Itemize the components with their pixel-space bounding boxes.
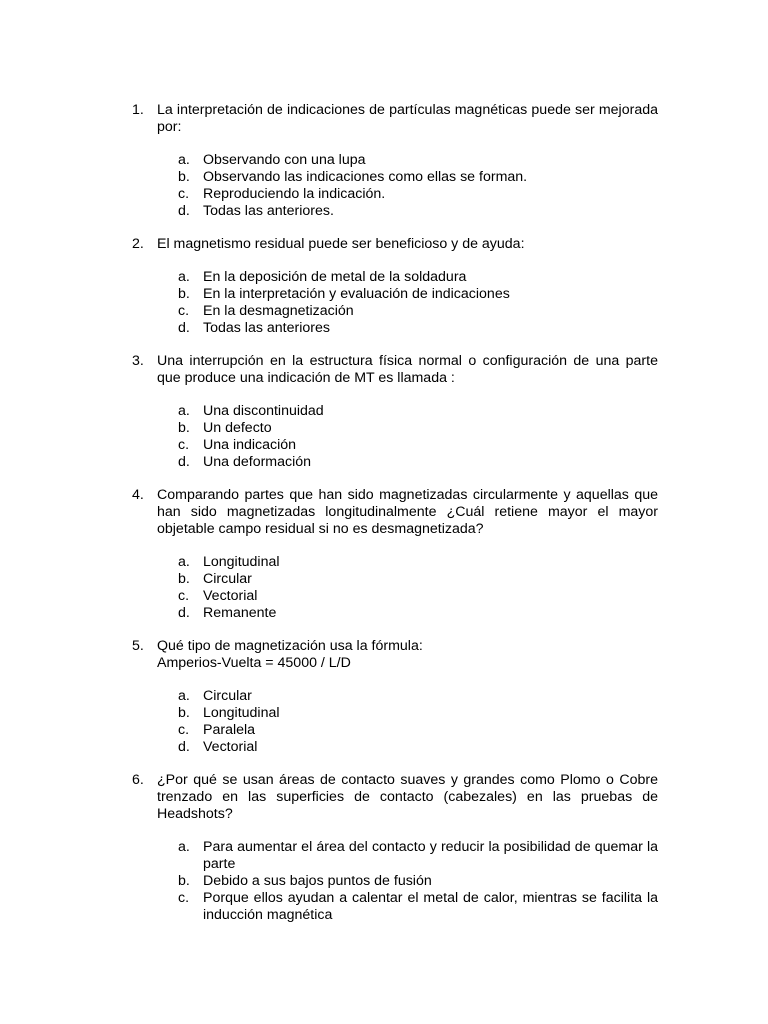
option-b: [178, 286, 658, 303]
option-text: En la deposición de metal de la soldadura: [203, 269, 467, 285]
option-letter: d.: [178, 320, 190, 336]
option-text: Vectorial: [203, 588, 258, 604]
option-text: Porque ellos ayudan a calentar el metal de calor, mientras se facilita la inducción magnética: [203, 890, 658, 923]
option-text: En la desmagnetización: [203, 303, 354, 319]
question-text: Una interrupción en la estructura física normal o configuración de una parte que produce una indicación de MT es llamada :: [157, 353, 658, 386]
option-text: Reproduciendo la indicación.: [203, 186, 386, 202]
option-d: [178, 320, 658, 337]
question-text: Qué tipo de magnetización usa la fórmula:: [157, 638, 423, 654]
option-letter: c.: [178, 890, 190, 906]
option-letter: a.: [178, 554, 190, 570]
option-c: [178, 890, 658, 924]
option-b: [178, 420, 658, 437]
option-letter: d.: [178, 605, 190, 621]
option-text: Observando con una lupa: [203, 152, 366, 168]
question-6: [132, 772, 658, 924]
option-text: Remanente: [203, 605, 277, 621]
option-d: [178, 605, 658, 622]
question-text: ¿Por qué se usan áreas de contacto suaves y grandes como Plomo o Cobre trenzado en las superficies de contacto (cabezales) en las pruebas de Headshots?: [157, 772, 658, 822]
option-d: [178, 739, 658, 756]
option-text: Longitudinal: [203, 554, 280, 570]
option-c: [178, 722, 658, 739]
option-list: [157, 269, 658, 337]
option-letter: b.: [178, 571, 190, 587]
option-letter: c.: [178, 186, 190, 202]
question-1: [132, 102, 658, 220]
option-text: Observando las indicaciones como ellas se forman.: [203, 169, 528, 185]
option-a: [178, 554, 658, 571]
question-2: [132, 236, 658, 337]
option-text: Un defecto: [203, 420, 272, 436]
option-text: En la interpretación y evaluación de indicaciones: [203, 286, 510, 302]
option-letter: a.: [178, 839, 190, 855]
option-letter: a.: [178, 403, 190, 419]
question-text: Comparando partes que han sido magnetizadas circularmente y aquellas que han sido magnetizadas longitudinalmente ¿Cuál retiene mayor el mayor objetable campo residual si no es desmagnetizada?: [157, 487, 658, 537]
option-text: Todas las anteriores: [203, 320, 330, 336]
option-list: [157, 152, 658, 220]
option-text: Debido a sus bajos puntos de fusión: [203, 873, 432, 889]
question-number: 6.: [132, 772, 144, 788]
question-number: 1.: [132, 102, 144, 118]
option-letter: a.: [178, 152, 190, 168]
option-letter: a.: [178, 269, 190, 285]
question-number: 2.: [132, 236, 144, 252]
option-text: Una discontinuidad: [203, 403, 324, 419]
option-a: [178, 688, 658, 705]
option-text: Una deformación: [203, 454, 312, 470]
option-letter: b.: [178, 286, 190, 302]
question-text: El magnetismo residual puede ser beneficioso y de ayuda:: [157, 236, 525, 252]
option-text: Para aumentar el área del contacto y reducir la posibilidad de quemar la parte: [203, 839, 658, 872]
question-number: 5.: [132, 638, 144, 654]
option-c: [178, 303, 658, 320]
option-text: Vectorial: [203, 739, 258, 755]
option-d: [178, 203, 658, 220]
option-text: Una indicación: [203, 437, 297, 453]
option-letter: d.: [178, 739, 190, 755]
option-letter: b.: [178, 420, 190, 436]
option-letter: b.: [178, 873, 190, 889]
option-list: [157, 403, 658, 471]
option-letter: b.: [178, 169, 190, 185]
formula-text: Amperios-Vuelta = 45000 / L/D: [157, 655, 351, 671]
option-b: [178, 169, 658, 186]
option-c: [178, 588, 658, 605]
option-letter: a.: [178, 688, 190, 704]
option-letter: c.: [178, 303, 190, 319]
option-a: [178, 269, 658, 286]
option-letter: c.: [178, 437, 190, 453]
option-text: Todas las anteriores.: [203, 203, 334, 219]
option-a: [178, 403, 658, 420]
question-4: [132, 487, 658, 622]
option-a: [178, 152, 658, 169]
option-letter: d.: [178, 203, 190, 219]
option-b: [178, 705, 658, 722]
option-text: Circular: [203, 571, 252, 587]
question-number: 4.: [132, 487, 144, 503]
option-text: Paralela: [203, 722, 256, 738]
option-letter: b.: [178, 705, 190, 721]
option-list: [157, 839, 658, 924]
option-letter: d.: [178, 454, 190, 470]
option-d: [178, 454, 658, 471]
option-c: [178, 437, 658, 454]
question-3: [132, 353, 658, 471]
option-c: [178, 186, 658, 203]
option-a: [178, 839, 658, 873]
question-text: La interpretación de indicaciones de partículas magnéticas puede ser mejorada por:: [157, 102, 658, 135]
option-list: [157, 554, 658, 622]
option-b: [178, 571, 658, 588]
question-list: [132, 102, 658, 940]
option-text: Circular: [203, 688, 252, 704]
option-letter: c.: [178, 722, 190, 738]
option-b: [178, 873, 658, 890]
question-5: [132, 638, 658, 756]
option-text: Longitudinal: [203, 705, 280, 721]
question-number: 3.: [132, 353, 144, 369]
option-letter: c.: [178, 588, 190, 604]
option-list: [157, 688, 658, 756]
